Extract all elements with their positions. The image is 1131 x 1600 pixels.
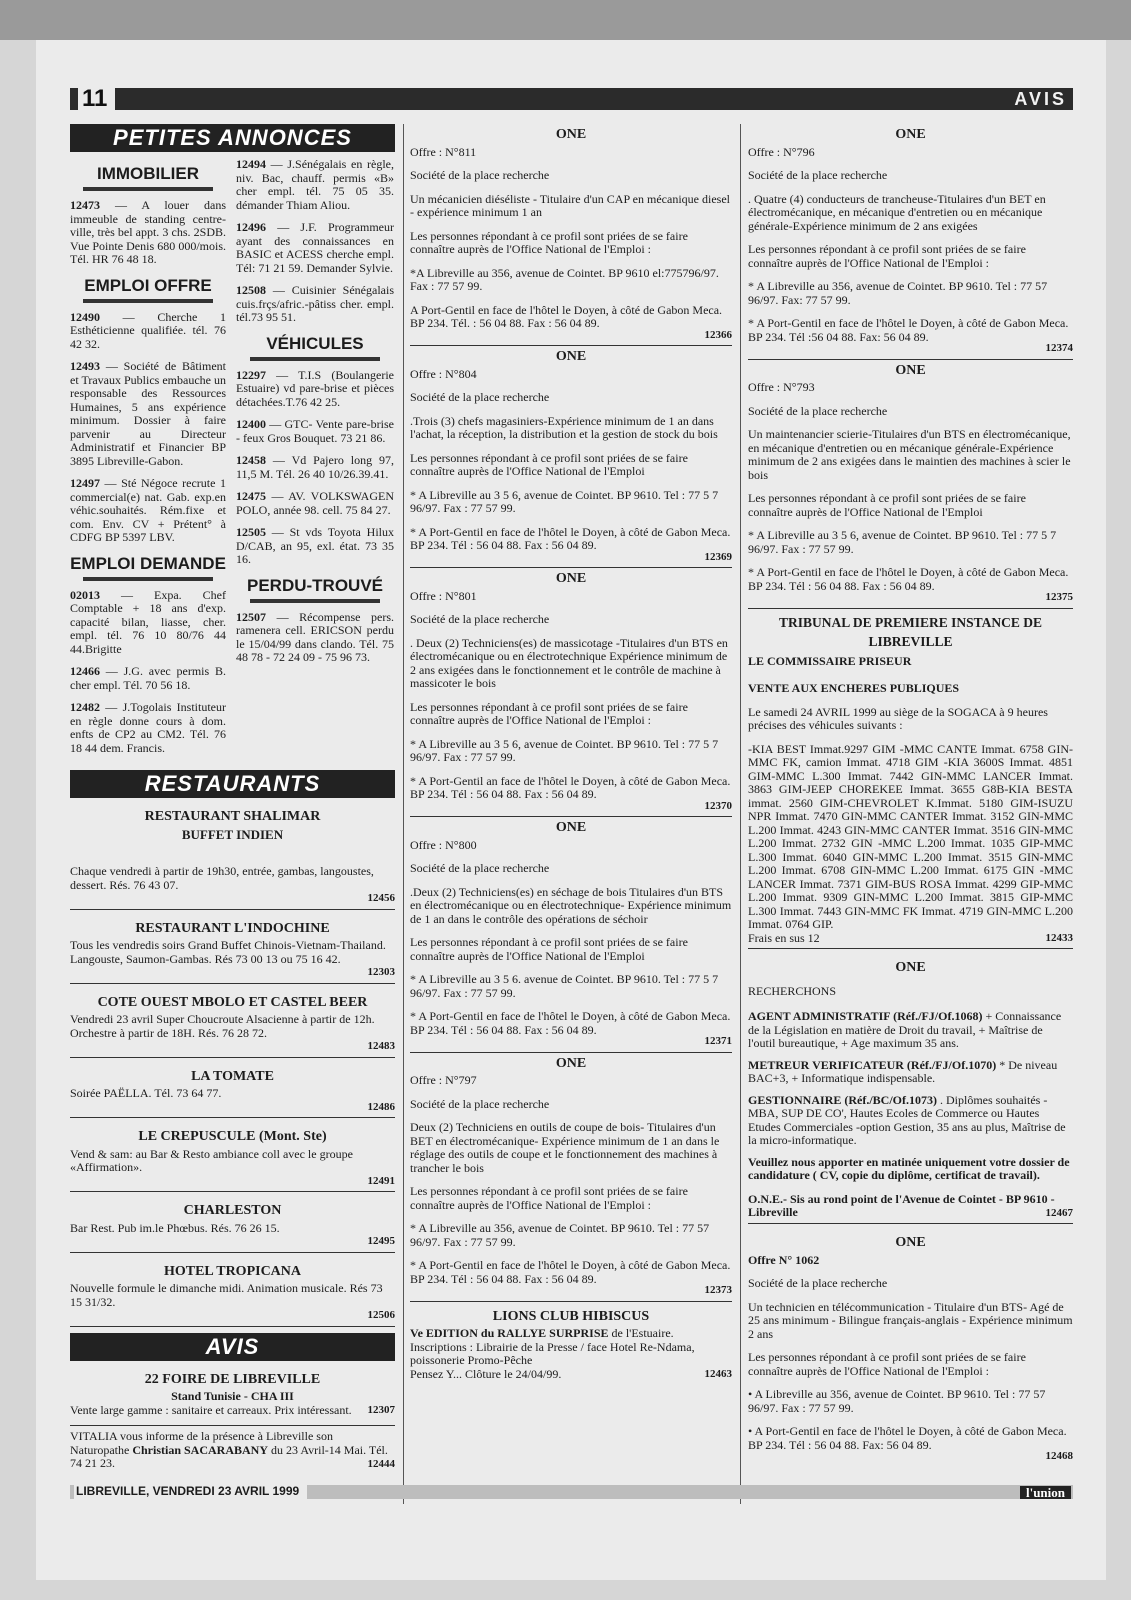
offer-ref: 12371 [704, 1035, 732, 1047]
vitalia-ref: 12444 [367, 1457, 395, 1470]
classified-ad [236, 221, 394, 275]
ad-text: — J.Togolais Instituteur en règle donne cours à dom. enfts de CP2 au CM2. Tél. 76 18 44 dem. Francis. [70, 700, 226, 755]
offer-societe: Société de la place recherche [410, 1096, 550, 1111]
offer-societe: Société de la place recherche [410, 612, 550, 626]
offer-ref: 12374 [1045, 342, 1073, 354]
divider [410, 1052, 732, 1053]
offer-agency: ONE [895, 127, 926, 142]
classified-ad [70, 589, 226, 657]
petites-annonces-banner: PETITES ANNONCES [70, 124, 395, 152]
ad-text: — Expa. Chef Comptable + 18 ans d'exp. capacité bilan, liasse, cher. empl. tél. 76 10 80/76 44 44.Brigitte [70, 587, 226, 656]
job-posting [748, 1010, 1073, 1051]
offer-agency: ONE [555, 127, 587, 142]
restaurant-description: Soirée PAËLLA. Tél. 73 64 77. [70, 1086, 222, 1100]
lions-edition-suffix: de l'Estuaire. [608, 1326, 674, 1340]
divider [70, 1117, 395, 1118]
classified-ad [70, 477, 226, 545]
petites-annonces-section [70, 124, 395, 764]
classified-ad [236, 158, 394, 212]
divider [748, 1223, 1073, 1224]
job-offer [410, 350, 732, 568]
offre-1062-libreville: • A Libreville au 356, avenue de Cointet. BP 9610. Tel : 77 57 96/97. Fax : 77 57 99. [748, 1387, 1046, 1415]
category-underline [83, 577, 213, 581]
page-number: 11 [78, 86, 115, 112]
offre-1062-societe: Société de la place recherche [748, 1276, 888, 1290]
classified-ad [70, 311, 226, 352]
offer-pg: * A Port-Gentil en face de l'hôtel le Doyen, à côté de Gabon Meca. BP 234. Tél : 56 04 88. Fax : 56 04 89. [410, 1258, 731, 1286]
ad-ref: 12496 [236, 220, 266, 234]
divider [70, 1252, 395, 1253]
restaurant-name: LE CREPUSCULE (Mont. Ste) [138, 1129, 327, 1144]
ad-text: — AV. VOLKSWAGEN POLO, année 98. cell. 75 84 27. [236, 489, 394, 517]
offer-societe: Société de la place recherche [748, 168, 888, 182]
divider [410, 567, 732, 568]
classified-ad [236, 526, 394, 567]
category-underline [83, 299, 213, 303]
ad-ref: 12400 [236, 417, 266, 431]
lions-ref: 12463 [704, 1367, 732, 1380]
ad-text: — GTC- Vente pare-brise - feux Gros Bouquet. 73 21 86. [236, 417, 394, 445]
divider [70, 909, 395, 910]
foire-title: 22 FOIRE DE LIBREVILLE [144, 1371, 321, 1387]
offer-desc: .Trois (3) chefs magasiniers-Expérience minimum de 1 an dans l'achat, la réception, la distribution et la gestion de stock du bois [410, 413, 718, 441]
offer-ref: 12370 [704, 799, 732, 812]
offer-invite: Les personnes répondant à ce profil sont priées de se faire connaître auprès de l'Office National de l'Emploi [410, 935, 688, 963]
classified-ad [70, 665, 226, 692]
category-heading: VÉHICULES [266, 333, 364, 353]
offer-societe: Société de la place recherche [410, 390, 550, 404]
restaurant-description: Vend & sam: au Bar & Resto ambiance coll avec le groupe «Affirmation». [70, 1146, 353, 1174]
offer-lbv: * A Libreville au 3 5 6. avenue de Cointet. BP 9610. Tel : 77 5 7 96/97. Fax : 77 57 99. [410, 972, 719, 1000]
offer-desc: Un mécanicien diéséliste - Titulaire d'un CAP en mécanique diesel - expérience minimum 1 an [410, 191, 730, 219]
restaurant-name: HOTEL TROPICANA [163, 1263, 302, 1279]
avis-banner: AVIS [70, 1333, 395, 1361]
divider [70, 1326, 395, 1327]
job-details: + Connaissance de la Législation en matière de Droit du travail, + Maîtrise de l'outil bureautique, + Age maximum 35 ans. [748, 1009, 1062, 1050]
offer-desc: .Deux (2) Techniciens(es) en séchage de bois Titulaires d'un BTS en électromécanique ou en électrotechnique- Expérience minimum de 1 an dans le contrôle des opérations de séchoir [410, 884, 732, 926]
restaurant-name: RESTAURANT L'INDOCHINE [135, 920, 330, 936]
restaurant-subtitle: BUFFET INDIEN [181, 826, 284, 842]
tribunal-footer [748, 932, 1073, 946]
ad-ref: 12508 [236, 283, 266, 297]
vitalia-text-b: du 23 Avril-14 Mai. Tél. 74 21 23. [70, 1442, 388, 1470]
offer-agency: ONE [555, 349, 587, 364]
divider [70, 1057, 395, 1058]
offers-list-4 [748, 128, 1073, 609]
classified-ad [236, 418, 394, 445]
offre-1062-ref: 12468 [1045, 1450, 1073, 1462]
category-underline [250, 599, 380, 603]
lions-edition-name: Ve EDITION du RALLYE SURPRISE [410, 1326, 609, 1340]
category-heading: EMPLOI DEMANDE [70, 553, 226, 573]
job-title: GESTIONNAIRE (Réf./BC/Of.1073) [748, 1092, 938, 1107]
restaurant-ref: 12495 [367, 1235, 395, 1247]
lions-edition [410, 1327, 732, 1341]
category-heading: IMMOBILIER [97, 164, 199, 183]
restaurant-description: Nouvelle formule le dimanche midi. Animation musicale. Rés 73 15 31/32. [70, 1281, 383, 1309]
ad-ref: 12482 [70, 700, 100, 714]
vehicle-list: -KIA BEST Immat.9297 GIM -MMC CANTE Immat. 6758 GIN-MMC FK, camion Immat. 4718 GIM -KIA 3600S Immat. 4851 GIM-MMC L.300 Immat. 7442 GIN-MMC LANCER Immat. 3863 GIM-JEEP CHOREKEE Immat. 3655 G8B-KIA BESTA immat. 2560 GIM-CHEVROLET K.Immat. 5180 GIM-ISUZU NPR Immat. 7470 GIN-MMC CANTER Immat. 3152 GIN-MMC L.200 Immat. 4243 GIN-MMC CANTER Immat. 3516 GIN-MMC L.200 Immat. 2732 GIN -MMC L.200 Immat. 1035 GIP-MMC L.300 Immat. 6040 GIN-MMC L.200 Immat. 3515 GIN-MMC L.200 Immat. 6708 GIN-MMC L.200 Immat. 6175 GIN -MMC LANCER Immat. 7371 GIM-BUS ROSA Immat. 4299 GIP-MMC L.200 Immat. 9309 GIN-MMC L.200 Immat. 3815 GIP-MMC L.300 Immat. 7443 GIN-MMC FK Immat. 4719 GIN-MMC L.200 Immat. 0764 GIP. [748, 741, 1073, 931]
offer-offre: Offre : N°793 [748, 380, 815, 394]
offer-offre: Offre : N°797 [410, 1073, 477, 1087]
restaurant-ref: 12491 [367, 1174, 395, 1187]
restaurants-section [70, 770, 395, 1471]
ad-ref: 12473 [70, 198, 100, 212]
classified-ad [236, 454, 394, 481]
offer-lbv: * A Libreville au 3 5 6, avenue de Cointet. BP 9610. Tel : 77 5 7 96/97. Fax : 77 57 99. [410, 487, 719, 515]
foire-ref: 12307 [367, 1403, 395, 1416]
offer-agency: ONE [895, 362, 926, 378]
classified-ad [70, 360, 226, 468]
restaurants-banner: RESTAURANTS [70, 770, 395, 798]
ad-text: — A louer dans immeuble de standing centre-ville, très bel appt. 3 chs. 2SDB. Vue Pointe Denis 680 000/mois. Tél. HR 76 48 18. [70, 198, 226, 266]
offer-societe: Société de la place recherche [410, 861, 550, 875]
offer-pg: * A Port-Gentil an face de l'hôtel le Doyen, à côté de Gabon Meca. BP 234. Tél : 56 04 88. Fax : 56 04 89. [410, 773, 731, 801]
offer-desc: Un maintenancier scierie-Titulaires d'un BTS en électromécanique, en mécanique d'entretien ou en mécanique générale-Expérience minimum de 2 ans exigées dans le maintien des machines à scier le bois [748, 427, 1071, 482]
ad-text: — T.I.S (Boulangerie Estuaire) vd pare-brise et pièces détachées.T.76 42 25. [236, 367, 394, 409]
offer-ref: 12366 [704, 328, 732, 341]
offer-lbv: *A Libreville au 356, avenue de Cointet. BP 9610 el:775796/97. Fax : 77 57 99. [410, 265, 719, 293]
ad-ref: 12458 [236, 453, 266, 467]
divider [410, 816, 732, 817]
one-offers-column-3 [410, 124, 732, 1381]
ad-text: — Cuisinier Sénégalais cuis.frçs/afric.-pâtiss cher. empl. tél.73 95 51. [236, 283, 394, 324]
offre-1062-port-gentil: • A Port-Gentil en face de l'hôtel le Doyen, à côté de Gabon Meca. BP 234. Tél : 56 04 88. Fax: 56 04 89. [748, 1424, 1067, 1452]
vente-title: VENTE AUX ENCHERES PUBLIQUES [748, 681, 960, 695]
job-offer [410, 572, 732, 817]
offer-invite: Les personnes répondant à ce profil sont priées de se faire connaître auprès de l'Office National de l'Emploi [748, 491, 1026, 519]
ad-text: — J.F. Programmeur ayant des connaissances en BASIC et ACESS cherche empl. Tél: 71 21 59. Demander Sylvie. [236, 220, 394, 275]
offer-agency: ONE [555, 1055, 587, 1071]
classified-ad [70, 701, 226, 755]
newspaper-logo: l'union [1020, 1486, 1071, 1499]
offre-1062-number: Offre N° 1062 [748, 1252, 820, 1267]
job-offer [748, 128, 1073, 360]
offer-lbv: * A Libreville au 356, avenue de Cointet. BP 9610. Tel : 77 57 96/97. Fax: 77 57 99. [748, 279, 1048, 307]
job-offer [410, 821, 732, 1053]
offer-agency: ONE [555, 820, 587, 835]
restaurant-name: COTE OUEST MBOLO ET CASTEL BEER [97, 994, 368, 1010]
offer-desc: . Quatre (4) conducteurs de trancheuse-Titulaires d'un BET en électromécanique, en mécanique d'entretien ou en mécanique générale-Expérience minimum de 2 ans exigées [748, 191, 1046, 233]
divider [70, 1191, 395, 1192]
job-list [748, 1010, 1073, 1148]
divider [748, 948, 1073, 949]
one-address: O.N.E.- Sis au rond point de l'Avenue de Cointet - BP 9610 - Libreville [748, 1191, 1055, 1219]
foire-description: Vente large gamme : sanitaire et carreaux. Prix intéressant. [70, 1402, 352, 1417]
job-posting [748, 1059, 1073, 1086]
offers-list-3 [410, 128, 732, 1302]
frais: Frais en sus 12 [748, 930, 820, 945]
ad-ref: 12466 [70, 664, 100, 678]
offer-pg: * A Port-Gentil en face de l'hôtel le Doyen, à côté de Gabon Meca. BP 234. Tél : 56 04 88. Fax : 56 04 89. [410, 1009, 731, 1037]
offer-desc: Deux (2) Techniciens en outils de coupe de bois- Titulaires d'un BET en électromécanique- Expérience minimum de 1 an dans le réglage des outils de coupe et le fonctionnement des machines à trancher le bois [410, 1120, 720, 1175]
divider [748, 359, 1073, 360]
offer-pg: * A Port-Gentil en face de l'hôtel le Doyen, à côté de Gabon Meca. BP 234. Tél : 56 04 88. Fax : 56 04 89. [748, 565, 1069, 593]
ad-text: — J.Sénégalais en règle, niv. Bac, chauff. permis «B» cher empl. tél. 75 05 35. démander Thiam Aliou. [236, 157, 394, 212]
offer-invite: Les personnes répondant à ce profil sont priées de se faire connaître auprès de l'Office National de l'Emploi [410, 450, 688, 478]
classified-ad [236, 611, 394, 665]
tribunal-ref: 12433 [1045, 931, 1073, 944]
classified-ad [236, 369, 394, 410]
offre-1062-invite: Les personnes répondant à ce profil sont priées de se faire connaître auprès de l'Office National de l'Emploi : [748, 1350, 1026, 1378]
ad-ref: 12494 [236, 157, 266, 171]
offer-invite: Les personnes répondant à ce profil sont priées de se faire connaître auprès de l'Office National de l'Emploi : [748, 242, 1026, 270]
ad-ref: 12505 [236, 525, 266, 539]
ad-ref: 12297 [236, 367, 266, 382]
restaurant-name: LA TOMATE [191, 1068, 274, 1084]
divider [410, 345, 732, 346]
classified-ad [236, 284, 394, 325]
commissaire: LE COMMISSAIRE PRISEUR [748, 653, 912, 668]
ad-ref: 02013 [70, 587, 100, 602]
offer-lbv: * A Libreville au 356, avenue de Cointet. BP 9610. Tel : 77 57 96/97. Fax : 77 57 99. [410, 1221, 710, 1249]
section-title: AVIS [1014, 89, 1067, 109]
offer-offre: Offre : N°801 [410, 588, 477, 603]
ad-text: — J.G. avec permis B. cher empl. Tél. 70 56 18. [70, 664, 226, 692]
ad-text: — Vd Pajero long 97, 11,5 M. Tél. 26 40 10/26.39.41. [236, 453, 394, 481]
divider [70, 983, 395, 984]
offer-ref: 12369 [704, 550, 732, 563]
lions-closing-row [410, 1368, 732, 1382]
scan-top-edge [0, 0, 1131, 40]
lions-title: LIONS CLUB HIBISCUS [492, 1308, 650, 1324]
category-heading: PERDU-TROUVÉ [246, 575, 383, 595]
divider [70, 1425, 395, 1426]
offer-invite: Les personnes répondant à ce profil sont priées de se faire connaître auprès de l'Office National de l'Emploi : [410, 1184, 688, 1212]
offer-societe: Société de la place recherche [748, 403, 888, 418]
vitalia-text-a: VITALIA vous informe de la présence à Libreville son Naturopathe [70, 1429, 333, 1457]
offer-invite: Les personnes répondant à ce profil sont priées de se faire connaître auprès de l'Office National de l'Emploi : [410, 699, 688, 727]
annonces-column-2 [236, 158, 394, 764]
restaurant-description: Tous les vendredis soirs Grand Buffet Chinois-Vietnam-Thailand. Langouste, Saumon-Gambas. Rés 73 00 13 ou 75 16 42. [70, 938, 386, 966]
classified-ad [236, 490, 394, 517]
column-rule [740, 124, 741, 1504]
restaurant-list [70, 810, 395, 1327]
offer-offre: Offre : N°811 [410, 144, 477, 159]
recherchons-one-title: ONE [895, 960, 926, 975]
ad-ref: 12507 [236, 609, 266, 624]
offer-ref: 12373 [704, 1284, 732, 1296]
ad-text: — Récompense pers. ramenera cell. ERICSON perdu le 15/04/99 dans clando. Tél. 75 48 78 - 72 24 09 - 75 96 73. [236, 609, 394, 664]
offer-offre: Offre : N°800 [410, 837, 477, 852]
offer-pg: * A Port-Gentil en face de l'hôtel le Doyen, à côté de Gabon Meca. BP 234. Tél : 56 04 88. Fax : 56 04 89. [410, 524, 731, 552]
footer-date: LIBREVILLE, VENDREDI 23 AVRIL 1999 [74, 1483, 307, 1500]
offer-pg: * A Port-Gentil en face de l'hôtel le Doyen, à côté de Gabon Meca. BP 234. Tél :56 04 88. Fax: 56 04 89. [748, 316, 1069, 344]
restaurant-name: CHARLESTON [183, 1203, 282, 1218]
column-rule [403, 124, 404, 1504]
divider [410, 1301, 732, 1302]
lions-text: Inscriptions : Librairie de la Presse / face Hotel Re-Ndama, poissonerie Promo-Pêche [410, 1339, 695, 1367]
restaurant-description: Vendredi 23 avril Super Choucroute Alsacienne à partir de 12h. Orchestre à partir de 18H. Rés. 76 28 72. [70, 1012, 375, 1040]
restaurant-ref: 12456 [367, 892, 395, 904]
header-bar [70, 88, 1073, 110]
restaurant-ref: 12483 [367, 1040, 395, 1052]
offer-ref: 12375 [1045, 591, 1073, 603]
job-offer [410, 128, 732, 346]
ad-text: — Société de Bâtiment et Travaux Publics embauche un responsable des Ressources Humaines, 5 ans expérience minimum. Dossier à faire parvenir au Directeur Administratif et Financier BP 3895 Libreville-Gabon. [70, 359, 226, 468]
offer-lbv: * A Libreville au 3 5 6, avenue de Cointet. BP 9610. Tel : 77 5 7 96/97. Fax : 77 57 99. [410, 736, 719, 764]
foire-text [70, 1404, 395, 1418]
ad-text: — Sté Négoce recrute 1 commercial(e) nat. Gab. exp.en véhic.souhaités. Rém.fixe et com. Env. CV + Prétent° à CDFG BP 5397 LBV. [70, 476, 226, 544]
job-details: . Diplômes souhaités - MBA, SUP DE CO', Hautes Ecoles de Commerce ou Hautes Etudes Commerciales -option Gestion, 35 ans au plus, Maîtrise de la micro-informatique. [748, 1092, 1066, 1147]
offer-desc: . Deux (2) Techniciens(es) de massicotage -Titulaires d'un BTS en électromécanique ou en électrotechnique Expérience minimum de 2 ans exigées dans le fonctionnement et le contrôle de machine à massicoter le bois [410, 635, 728, 690]
restaurant-ref: 12486 [367, 1100, 395, 1113]
ad-ref: 12493 [70, 359, 100, 373]
offre-1062 [748, 1236, 1073, 1464]
ad-ref: 12475 [236, 489, 266, 503]
ad-ref: 12490 [70, 309, 100, 324]
category-underline [83, 187, 213, 191]
restaurant-description: Bar Rest. Pub im.le Phœbus. Rés. 76 26 15. [70, 1220, 280, 1235]
offer-invite: Les personnes répondant à ce profil sont priées de se faire connaître auprès de l'Office National de l'Emploi : [410, 228, 688, 256]
offer-offre: Offre : N°804 [410, 366, 477, 381]
restaurant-name: RESTAURANT SHALIMAR [144, 809, 321, 824]
offer-offre: Offre : N°796 [748, 144, 815, 159]
ad-text: — St vds Toyota Hilux D/CAB, an 95, exl. état. 73 35 16. [236, 525, 394, 566]
one-offers-column-4 [748, 124, 1073, 1464]
tribunal-title: TRIBUNAL DE PREMIERE INSTANCE DE LIBREVILLE [778, 614, 1043, 649]
job-title: METREUR VERIFICATEUR (Réf./FJ/Of.1070) [748, 1057, 997, 1072]
restaurant-ref: 12303 [367, 966, 395, 978]
lions-closing: Pensez Y... Clôture le 24/04/99. [410, 1366, 562, 1381]
job-details: * De niveau BAC+3, + Informatique indispensable. [748, 1057, 1058, 1085]
classified-ad [70, 199, 226, 267]
naturopath-name: Christian SACARABANY [132, 1442, 268, 1457]
restaurant-description: Chaque vendredi à partir de 19h30, entrée, gambas, langoustes, dessert. Rés. 76 43 07. [70, 864, 374, 892]
offer-societe: Société de la place recherche [410, 168, 550, 182]
offre-1062-desc: Un technicien en télécommunication - Titulaire d'un BTS- Agé de 25 ans minimum - Bilingue français-anglais - Expérience minimum 2 ans [748, 1299, 1073, 1341]
offre-1062-title: ONE [895, 1235, 926, 1250]
job-title: AGENT ADMINISTRATIF (Réf./FJ/Of.1068) [748, 1009, 983, 1023]
category-heading: EMPLOI OFFRE [84, 275, 212, 295]
job-offer [410, 1057, 732, 1302]
instructions: Veuillez nous apporter en matinée uniquement votre dossier de candidature ( CV, copie du diplôme, certificat de travail). [748, 1154, 1070, 1182]
restaurant-ref: 12506 [367, 1309, 395, 1321]
offer-agency: ONE [555, 571, 587, 586]
category-underline [250, 357, 380, 361]
ad-ref: 12497 [70, 476, 100, 490]
foire-subtitle: Stand Tunisie - CHA III [171, 1389, 294, 1403]
divider [748, 608, 1073, 609]
vente-intro: Le samedi 24 AVRIL 1999 au siège de la SOGACA à 9 heures précises des véhicules suivants : [748, 704, 1048, 732]
recherchons-heading: RECHERCHONS [748, 983, 837, 998]
annonces-column-1 [70, 158, 226, 764]
offer-lbv: * A Libreville au 3 5 6, avenue de Cointet. BP 9610. Tel : 77 5 7 96/97. Fax : 77 57 99. [748, 528, 1057, 556]
ad-text: — Cherche 1 Esthéticienne qualifiée. tél. 76 42 32. [70, 309, 226, 351]
recherchons-ref: 12467 [1045, 1206, 1073, 1219]
offer-pg: A Port-Gentil en face de l'hôtel le Doyen, à côté de Gabon Meca. BP 234. Tél. : 56 04 88. Fax : 56 04 89. [410, 302, 723, 330]
job-offer [748, 364, 1073, 609]
job-posting [748, 1094, 1073, 1148]
